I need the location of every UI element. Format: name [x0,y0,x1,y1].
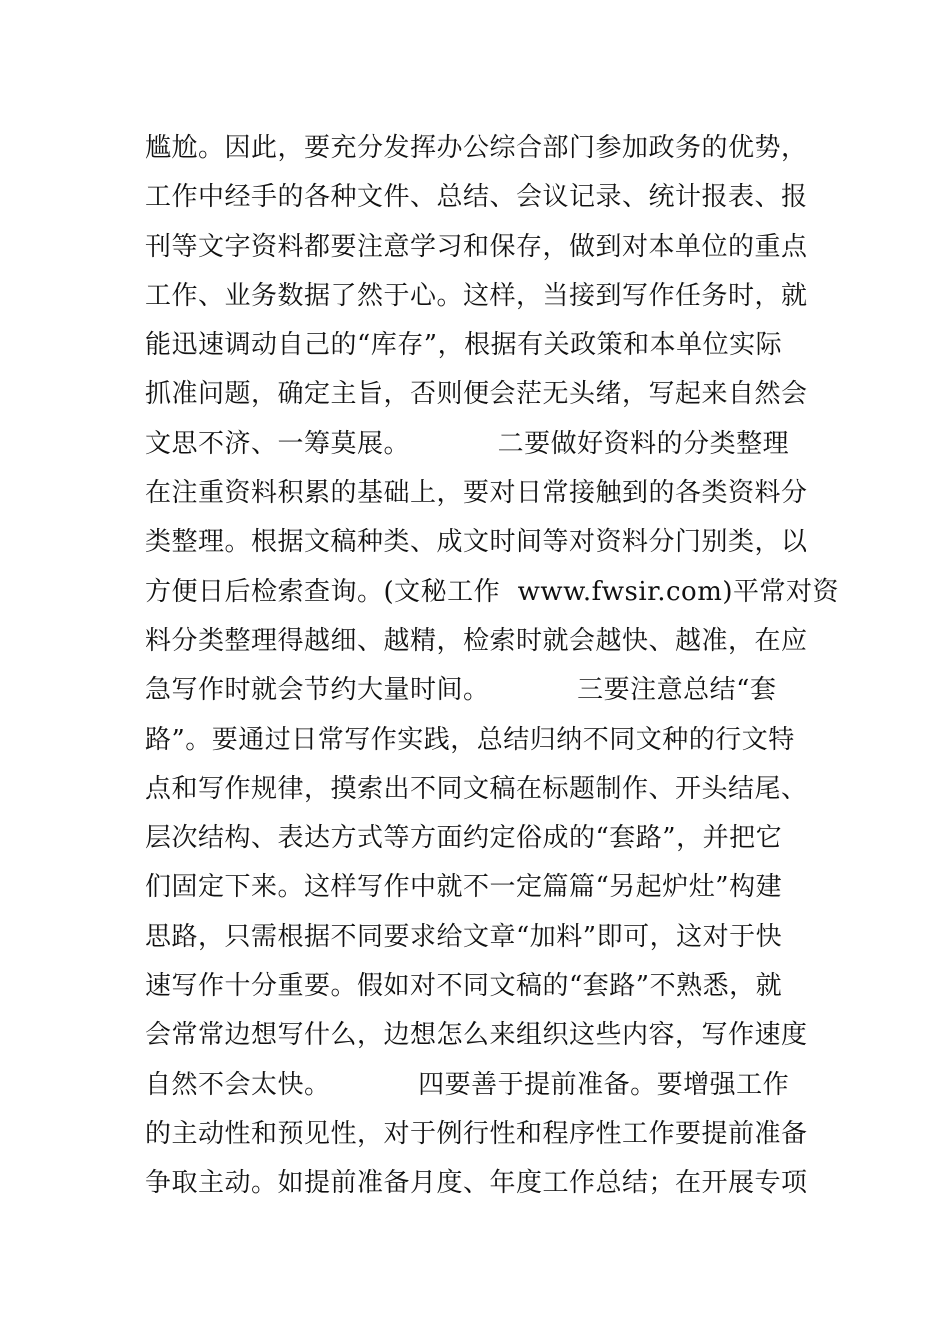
text-line: 文思不济、一筹莫展。 二要做好资料的分类整理 [145,428,790,459]
text-line: 会常常边想写什么，边想怎么来组织这些内容，写作速度 [145,1020,808,1051]
body-text [145,124,840,1209]
text-line: 路”。要通过日常写作实践，总结归纳不同文种的行文特 [145,724,795,755]
text-line: 抓准问题，确定主旨，否则便会茫无头绪，写起来自然会 [145,379,808,410]
text-line: 急写作时就会节约大量时间。 三要注意总结“套 [145,675,777,706]
text-line: 能迅速调动自己的“库存”，根据有关政策和本单位实际 [145,330,783,361]
text-line: 方便日后检索查询。(文秘工作 www.fwsir.com)平常对资 [145,576,840,607]
text-line: 刊等文字资料都要注意学习和保存，做到对本单位的重点 [145,231,808,262]
text-line: 工作、业务数据了然于心。这样，当接到写作任务时，就 [145,280,808,311]
text-line: 争取主动。如提前准备月度、年度工作总结；在开展专项 [145,1168,808,1199]
text-line: 点和写作规律，摸索出不同文稿在标题制作、开头结尾、 [145,773,808,804]
text-line: 思路，只需根据不同要求给文章“加料”即可，这对于快 [145,921,783,952]
text-line: 们固定下来。这样写作中就不一定篇篇“另起炉灶”构建 [145,872,783,903]
text-line: 工作中经手的各种文件、总结、会议记录、统计报表、报 [145,182,808,213]
text-line: 料分类整理得越细、越精，检索时就会越快、越准，在应 [145,625,808,656]
text-line: 层次结构、表达方式等方面约定俗成的“套路”，并把它 [145,823,783,854]
text-line: 自然不会太快。 四要善于提前准备。要增强工作 [145,1069,790,1100]
text-line: 类整理。根据文稿种类、成文时间等对资料分门别类，以 [145,527,808,558]
text-line: 尴尬。因此，要充分发挥办公综合部门参加政务的优势， [145,133,808,163]
text-line: 的主动性和预见性，对于例行性和程序性工作要提前准备 [145,1118,808,1149]
text-line: 速写作十分重要。假如对不同文稿的“套路”不熟悉，就 [145,971,783,1002]
text-line: 在注重资料积累的基础上，要对日常接触到的各类资料分 [145,478,808,509]
